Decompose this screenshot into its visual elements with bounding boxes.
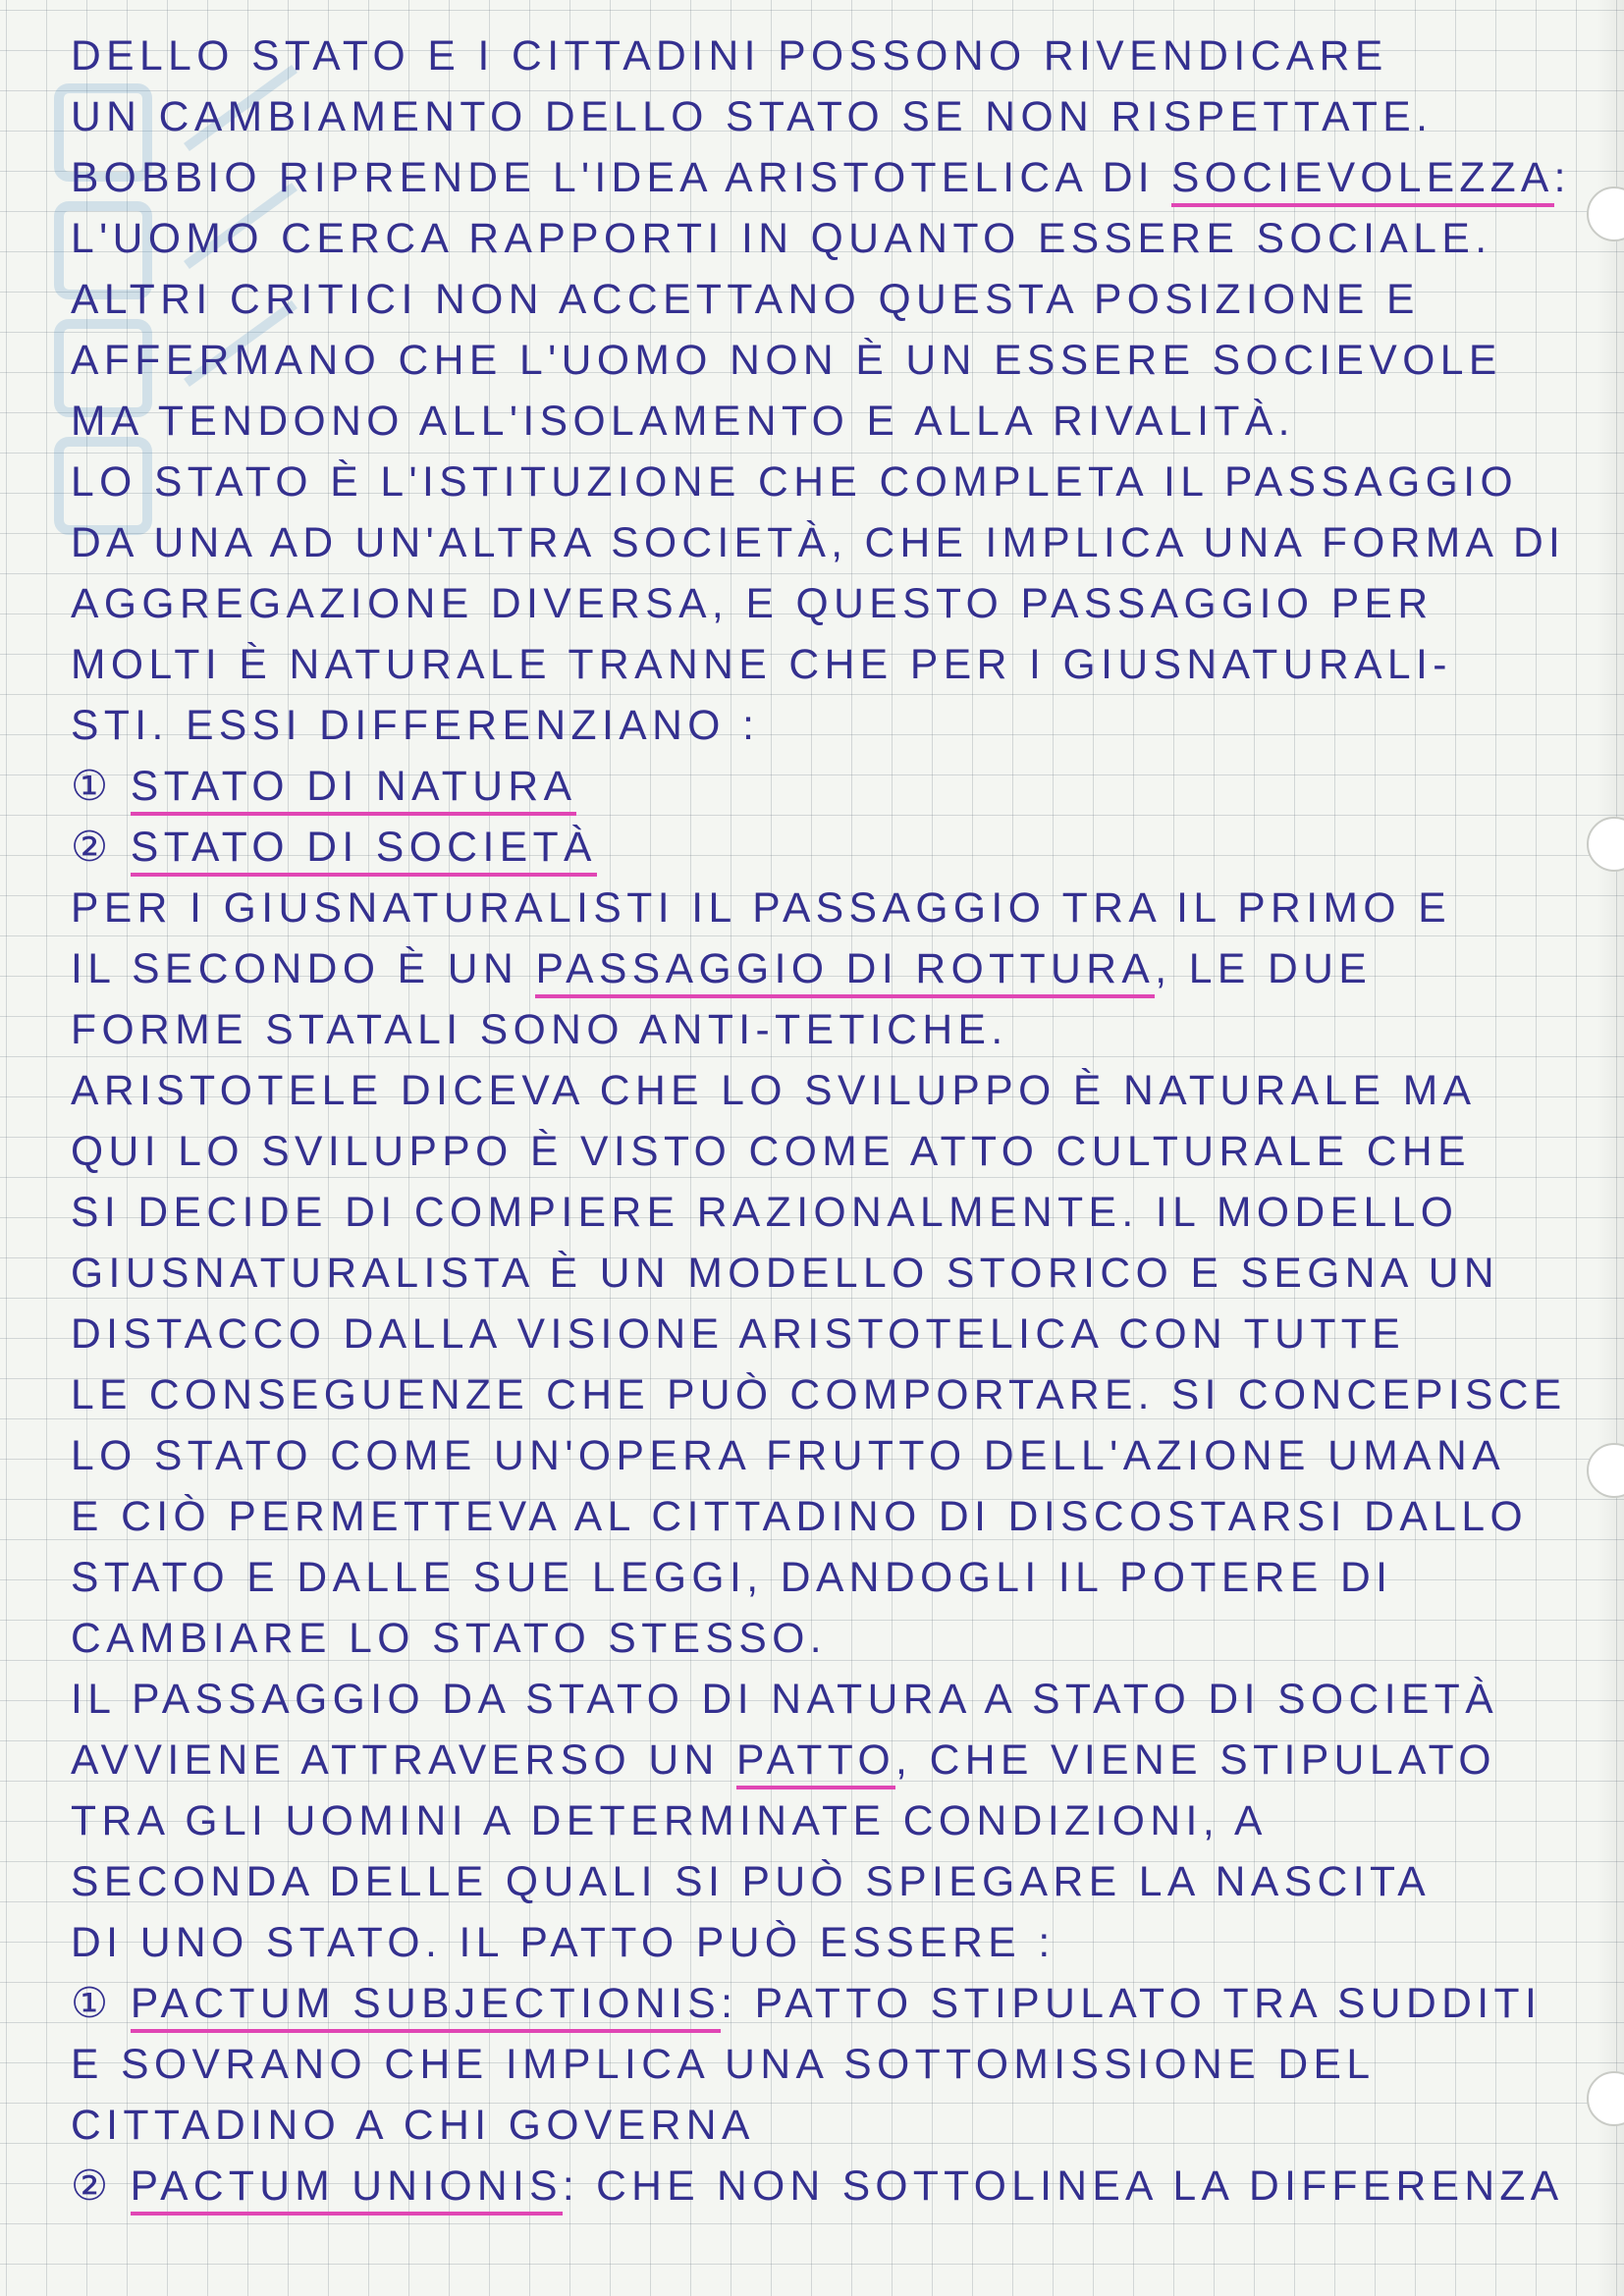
text-line — [71, 995, 1602, 1064]
text-segment: DA UNA AD UN'ALTRA SOCIETÀ, CHE IMPLICA UNA FORMA DI — [71, 519, 1566, 566]
text-line — [71, 569, 1602, 638]
text-line — [71, 874, 1602, 942]
text-segment: BOBBIO RIPRENDE L'IDEA ARISTOTELICA DI — [71, 154, 1171, 201]
text-segment: FORME STATALI SONO ANTI-TETICHE. — [71, 1006, 1008, 1053]
text-line — [71, 1665, 1602, 1734]
text-line — [71, 691, 1602, 760]
underlined-term: STATO DI NATURA — [131, 763, 577, 816]
text-line — [71, 326, 1602, 395]
text-segment: CITTADINO A CHI GOVERNA — [71, 2102, 755, 2149]
text-segment: MA TENDONO ALL'ISOLAMENTO E ALLA RIVALITÀ. — [71, 398, 1295, 445]
text-line — [71, 1300, 1602, 1368]
text-line — [71, 934, 1602, 1003]
text-line — [71, 752, 1602, 821]
underlined-term: STATO DI SOCIETÀ — [131, 824, 597, 877]
text-line — [71, 2091, 1602, 2160]
text-segment: , CHE VIENE STIPULATO — [895, 1736, 1496, 1784]
text-line — [71, 1482, 1602, 1551]
text-segment: UN CAMBIAMENTO DELLO STATO SE NON RISPETTATE. — [71, 93, 1434, 140]
text-segment: : PATTO STIPULATO TRA SUDDITI — [721, 1980, 1543, 2027]
text-segment: AGGREGAZIONE DIVERSA, E QUESTO PASSAGGIO PER — [71, 580, 1434, 627]
text-line — [71, 1969, 1602, 2038]
text-line — [71, 1908, 1602, 1977]
text-line — [71, 1847, 1602, 1916]
text-segment: DELLO STATO E I CITTADINI POSSONO RIVENDICARE — [71, 32, 1388, 80]
text-segment: ALTRI CRITICI NON ACCETTANO QUESTA POSIZIONE E — [71, 276, 1420, 323]
underlined-term: PACTUM SUBJECTIONIS — [131, 1980, 721, 2033]
text-line — [71, 1239, 1602, 1308]
text-line — [71, 265, 1602, 334]
text-segment: IL PASSAGGIO DA STATO DI NATURA A STATO DI SOCIETÀ — [71, 1676, 1499, 1723]
text-segment: ② — [71, 824, 131, 871]
text-segment: DI UNO STATO. IL PATTO PUÒ ESSERE : — [71, 1919, 1056, 1966]
text-segment: QUI LO SVILUPPO È VISTO COME ATTO CULTURALE CHE — [71, 1128, 1471, 1175]
text-segment: ① — [71, 763, 131, 810]
text-line — [71, 2152, 1602, 2220]
text-line — [71, 1178, 1602, 1247]
text-segment: AVVIENE ATTRAVERSO UN — [71, 1736, 736, 1784]
text-segment: LO STATO È L'ISTITUZIONE CHE COMPLETA IL PASSAGGIO — [71, 458, 1519, 506]
underlined-term: SOCIEVOLEZZA — [1171, 154, 1554, 207]
text-segment: SI DECIDE DI COMPIERE RAZIONALMENTE. IL MODELLO — [71, 1189, 1459, 1236]
text-segment: AFFERMANO CHE L'UOMO NON È UN ESSERE SOCIEVOLE — [71, 337, 1502, 384]
text-line — [71, 22, 1602, 90]
text-line — [71, 448, 1602, 516]
text-segment: GIUSNATURALISTA È UN MODELLO STORICO E SEGNA UN — [71, 1250, 1500, 1297]
text-segment: MOLTI È NATURALE TRANNE CHE PER I GIUSNATURALI- — [71, 641, 1452, 688]
text-line — [71, 1543, 1602, 1612]
text-segment: STATO E DALLE SUE LEGGI, DANDOGLI IL POTERE DI — [71, 1554, 1393, 1601]
text-segment: PER I GIUSNATURALISTI IL PASSAGGIO TRA IL PRIMO E — [71, 884, 1452, 932]
text-line — [71, 1056, 1602, 1125]
text-line — [71, 1726, 1602, 1794]
text-segment: STI. ESSI DIFFERENZIANO : — [71, 702, 760, 749]
text-line — [71, 1361, 1602, 1429]
text-segment: LO STATO COME UN'OPERA FRUTTO DELL'AZIONE UMANA — [71, 1432, 1506, 1479]
underlined-term: PATTO — [736, 1736, 895, 1789]
underlined-term: PASSAGGIO DI ROTTURA — [535, 945, 1155, 998]
text-line — [71, 630, 1602, 699]
text-segment: ① — [71, 1980, 131, 2027]
text-line — [71, 1117, 1602, 1186]
text-segment: SECONDA DELLE QUALI SI PUÒ SPIEGARE LA NASCITA — [71, 1858, 1432, 1905]
underlined-term: PACTUM UNIONIS — [131, 2163, 563, 2216]
text-segment: DISTACCO DALLA VISIONE ARISTOTELICA CON TUTTE — [71, 1310, 1406, 1358]
text-segment: CAMBIARE LO STATO STESSO. — [71, 1615, 828, 1662]
text-segment: ② — [71, 2163, 131, 2210]
text-line — [71, 143, 1602, 212]
text-segment: : — [1553, 154, 1571, 201]
text-line — [71, 387, 1602, 455]
text-line — [71, 813, 1602, 881]
text-line — [71, 1421, 1602, 1490]
text-segment: IL SECONDO È UN — [71, 945, 536, 992]
text-line — [71, 82, 1602, 151]
text-line — [71, 508, 1602, 577]
text-segment: E SOVRANO CHE IMPLICA UNA SOTTOMISSIONE DEL — [71, 2041, 1376, 2088]
text-segment: , LE DUE — [1155, 945, 1373, 992]
text-segment: TRA GLI UOMINI A DETERMINATE CONDIZIONI, A — [71, 1797, 1268, 1844]
text-segment: E CIÒ PERMETTEVA AL CITTADINO DI DISCOSTARSI DALLO — [71, 1493, 1528, 1540]
text-segment: L'UOMO CERCA RAPPORTI IN QUANTO ESSERE SOCIALE. — [71, 215, 1492, 262]
text-line — [71, 1604, 1602, 1673]
text-segment: LE CONSEGUENZE CHE PUÒ COMPORTARE. SI CONCEPISCE — [71, 1371, 1567, 1418]
text-segment: : CHE NON SOTTOLINEA LA DIFFERENZA — [562, 2163, 1564, 2210]
text-line — [71, 2030, 1602, 2099]
text-line — [71, 204, 1602, 273]
text-line — [71, 1787, 1602, 1855]
text-segment: ARISTOTELE DICEVA CHE LO SVILUPPO È NATURALE MA — [71, 1067, 1477, 1114]
